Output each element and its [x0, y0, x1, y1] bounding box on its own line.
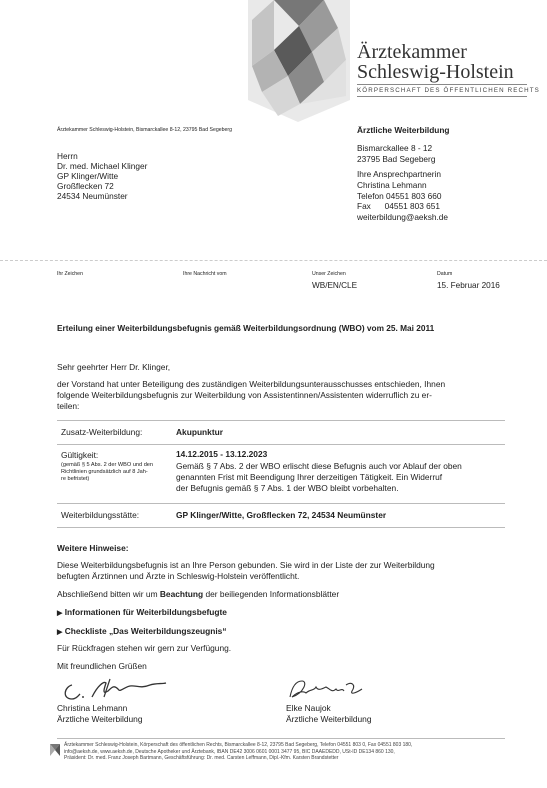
- attention-bold: Beachtung: [159, 589, 204, 599]
- questions-line: Für Rückfragen stehen wir gern zur Verfügung.: [57, 643, 232, 653]
- signer-name: Elke Naujok: [286, 703, 331, 713]
- your-sign-label: Ihr Zeichen: [57, 271, 83, 277]
- validity-text-line: genannten Frist mit Beendigung Ihrer derzeitigen Tätigkeit. Ein Widerruf: [176, 472, 443, 482]
- validity-note-line: (gemäß § 5 Abs. 2 der WBO und den: [61, 462, 154, 468]
- notes-paragraph: [57, 560, 435, 582]
- your-message-label: Ihre Nachricht vom: [183, 271, 227, 277]
- org-subtitle: KÖRPERSCHAFT DES ÖFFENTLICHEN RECHTS: [357, 87, 540, 94]
- field-value: Akupunktur: [176, 427, 223, 437]
- salutation: Sehr geehrter Herr Dr. Klinger,: [57, 362, 171, 372]
- triangle-bullet-icon: ▶: [57, 629, 63, 636]
- validity-note: [61, 462, 153, 483]
- validity-label: Gültigkeit:: [61, 450, 99, 460]
- site-value: GP Klinger/Witte, Großflecken 72, 24534 Neumünster: [176, 510, 387, 520]
- validity-value: 14.12.2015 - 13.12.2023: [176, 449, 268, 459]
- attention-post: der beiliegenden Informationsblätter: [203, 589, 340, 599]
- subtitle-rule-top: [357, 84, 527, 85]
- footer-rule: [57, 738, 505, 739]
- recipient-line: GP Klinger/Witte: [57, 171, 119, 181]
- intro-line: der Vorstand hat unter Beteiligung des zuständigen Weiterbildungsunterausschusses entschieden, Ihnen: [57, 379, 446, 389]
- intro-line: teilen:: [57, 401, 80, 411]
- triangle-bullet-icon: ▶: [57, 610, 63, 617]
- org-title-line1: Ärztekammer: [357, 41, 467, 63]
- subtitle-rule-bottom: [357, 96, 527, 97]
- validity-text: [176, 461, 462, 494]
- validity-text-line: der Befugnis gemäß § 7 Abs. 1 der WBO bleibt vorbehalten.: [176, 483, 399, 493]
- footer-line: Präsident: Dr. med. Franz Joseph Bartmann, Geschäftsführung: Dr. med. Carsten Leffmann, Dipl.-Kfm. Karsten Brandstetter: [64, 755, 339, 762]
- recipient-line: Herrn: [57, 151, 78, 161]
- field-label: Zusatz-Weiterbildung:: [61, 427, 143, 437]
- site-label: Weiterbildungsstätte:: [61, 510, 140, 520]
- notes-heading: Weitere Hinweise:: [57, 543, 129, 553]
- date-label: Datum: [437, 271, 453, 277]
- footer-logo: [50, 744, 60, 756]
- intro-line: folgende Weiterbildungsbefugnis zur Weiterbildung von Assistentinnen/Assistenten widerruflich zu er-: [57, 390, 432, 400]
- department-city: 23795 Bad Segeberg: [357, 153, 436, 164]
- closing: Mit freundlichen Grüßen: [57, 661, 147, 671]
- box-rule-mid2: [57, 503, 505, 504]
- recipient-address: [57, 151, 147, 201]
- notes-line: Diese Weiterbildungsbefugnis ist an Ihre Person gebunden. Sie wird in der Liste der zur Weiterbildung: [57, 560, 435, 570]
- signer-role: Ärztliche Weiterbildung: [57, 714, 143, 724]
- date-value: 15. Februar 2016: [437, 281, 500, 290]
- attention-pre: Abschließend bitten wir um: [57, 589, 160, 599]
- department-name: Ärztliche Weiterbildung: [357, 125, 450, 135]
- validity-text-line: Gemäß § 7 Abs. 2 der WBO erlischt diese Befugnis auch vor Ablauf der oben: [176, 461, 462, 471]
- bullet-item: [57, 626, 227, 638]
- recipient-line: 24534 Neumünster: [57, 191, 128, 201]
- signature-block-left: [57, 703, 143, 725]
- signer-role: Ärztliche Weiterbildung: [286, 714, 372, 724]
- contact-name: Christina Lehmann: [357, 179, 427, 190]
- logo: [238, 0, 350, 122]
- bullet-item: [57, 607, 227, 619]
- box-rule-bottom: [57, 527, 505, 528]
- department-block: [357, 125, 450, 223]
- recipient-line: Großflecken 72: [57, 181, 114, 191]
- contact-fax: Fax 04551 803 651: [357, 201, 441, 212]
- subject-line: Erteilung einer Weiterbildungsbefugnis gemäß Weiterbildungsordnung (WBO) vom 25. Mai 2011: [57, 323, 435, 333]
- contact-email[interactable]: weiterbildung@aeksh.de: [357, 212, 448, 223]
- our-sign-label: Unser Zeichen: [312, 271, 346, 277]
- box-rule-mid1: [57, 444, 505, 445]
- validity-note-line: Richtlinien grundsätzlich auf 8 Jah-: [61, 469, 148, 475]
- notes-line: befugten Ärztinnen und Ärzte in Schleswig-Holstein veröffentlicht.: [57, 571, 300, 581]
- department-street: Bismarckallee 8 - 12: [357, 142, 433, 153]
- footer-text: [64, 742, 412, 762]
- attention-line: [57, 589, 339, 600]
- validity-note-line: re befristet): [61, 476, 90, 482]
- signature-right: [282, 677, 372, 703]
- org-title-line2: Schleswig-Holstein: [357, 61, 514, 83]
- sender-line: Ärztekammer Schleswig-Holstein, Bismarckallee 8-12, 23795 Bad Segeberg: [57, 127, 233, 133]
- bullet-label: Checkliste „Das Weiterbildungszeugnis“: [64, 626, 227, 636]
- bullet-label: Informationen für Weiterbildungsbefugte: [64, 607, 227, 617]
- contact-label: Ihre Ansprechpartnerin: [357, 168, 441, 179]
- footer-line: info@aeksh.de, www.aeksh.de, Deutsche Apotheker und Ärztebank, IBAN DE42 3006 0601 0001 3477 95, BIC DAAEDEDD, USt-ID DE134 860 130,: [64, 748, 395, 755]
- footer-line: Ärztekammer Schleswig-Holstein, Körperschaft des öffentlichen Rechts, Bismarckallee 8-12, 23795 Bad Segeberg, Telefon 04551 803 0, Fax 04551 803 180,: [64, 742, 413, 748]
- signature-left: [60, 677, 170, 705]
- signer-name: Christina Lehmann: [57, 703, 128, 713]
- intro-paragraph: [57, 379, 445, 412]
- contact-phone: Telefon 04551 803 660: [357, 190, 442, 201]
- signature-block-right: [286, 703, 372, 725]
- recipient-line: Dr. med. Michael Klinger: [57, 161, 148, 171]
- box-rule-top: [57, 420, 505, 421]
- reference-rule: [0, 260, 547, 261]
- our-sign-value: WB/EN/CLE: [312, 281, 358, 290]
